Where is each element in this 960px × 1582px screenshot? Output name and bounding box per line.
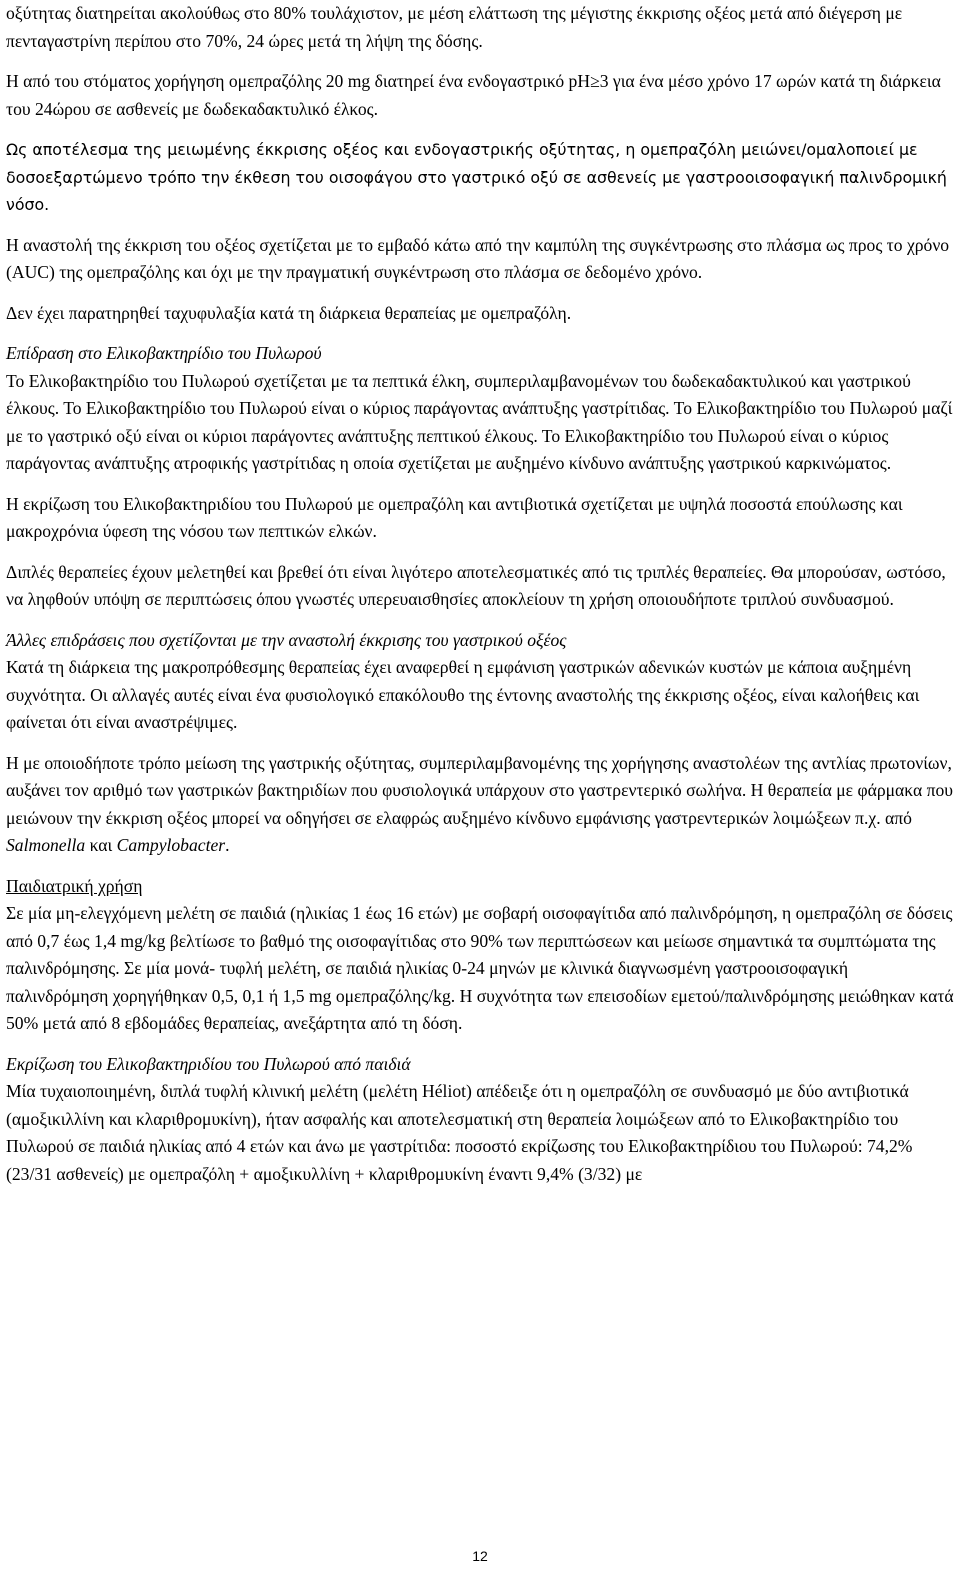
paragraph-helicobacter: Το Ελικοβακτηρίδιο του Πυλωρού σχετίζεται με τα πεπτικά έλκη, συμπεριλαμβανομένων του δωδεκαδακτυλικού και γαστρικού έλκους. Το Ελικοβακτηρίδιο του Πυλωρού είναι ο κύριος παράγοντας ανάπτυξης γαστρίτιδας. Το Ελικοβακτηρίδιο του Πυλωρού μαζί με το γαστρικό οξύ είναι οι κύριοι παράγοντες ανάπτυξης πεπτικού έλκους. Το Ελικοβακτηρίδιο του Πυλωρού είναι ο κύριος παράγοντας ανάπτυξης ατροφικής γαστρίτιδας η οποία σχετίζεται με αυξημένο κίνδυνο ανάπτυξης γαστρικού καρκινώματος. xyxy=(6,370,953,473)
section-heading-helicobacter: Επίδραση στο Ελικοβακτηρίδιο του Πυλωρού xyxy=(6,343,322,363)
section-other-effects xyxy=(6,627,954,737)
paragraph-gastric-bacteria-text: Η με οποιοδήποτε τρόπο μείωση της γαστρικής οξύτητας, συμπεριλαμβανομένης της χορήγησης αναστολέων της αντλίας πρωτονίων, αυξάνει τον αριθμό των γαστρικών βακτηριδίων που φυσιολογικά υπάρχουν στο γαστρεντερικό σωλήνα. Η θεραπεία με φάρμακα που μειώνουν την έκκριση οξέος μπορεί να οδηγήσει σε ελαφρώς αυξημένο κίνδυνο εμφάνισης γαστρεντερικών λοιμώξεων π.χ. από xyxy=(6,752,953,828)
campylobacter-term: Campylobacter xyxy=(116,835,226,855)
paragraph-dual-therapy: Διπλές θεραπείες έχουν μελετηθεί και βρεθεί ότι είναι λιγότερο αποτελεσματικές από τις τριπλές θεραπείες. Θα μπορούσαν, ωστόσο, να ληφθούν υπόψη σε περιπτώσεις όπου γνωστές υπερευαισθησίες αποκλείουν τη χρήση οποιουδήποτε τριπλού συνδυασμού. xyxy=(6,561,946,609)
salmonella-term: Salmonella xyxy=(6,835,86,855)
paragraph-gland-cysts: Κατά τη διάρκεια της μακροπρόθεσμης θεραπείας έχει αναφερθεί η εμφάνιση γαστρικών αδενικών κυστών με κάποια αυξημένη συχνότητα. Οι αλλαγές αυτές είναι ένα φυσιολογικό επακόλουθο της έντονης αναστολής της έκκρισης οξέος, είναι καλοήθεις και φαίνεται ότι είναι αναστρέψιμες. xyxy=(6,657,920,732)
paragraph-auc: Η αναστολή της έκκριση του οξέος σχετίζεται με το εμβαδό κάτω από την καμπύλη της συγκέντρωσης στο πλάσμα ως προς το χρόνο (AUC) της ομεπραζόλης και όχι με την πραγματική συγκέντρωση στο πλάσμα σε δεδομένο χρόνο. xyxy=(6,234,950,282)
paragraph-pediatric: Σε μία μη-ελεγχόμενη μελέτη σε παιδιά (ηλικίας 1 έως 16 ετών) με σοβαρή οισοφαγίτιδα από παλινδρόμηση, η ομεπραζόλη σε δόσεις από 0,7 έως 1,4 mg/kg βελτίωσε το βαθμό της οισοφαγίτιδας στο 90% των περιπτώσεων και μείωσε σημαντικά τα συμπτώματα της παλινδρόμησης. Σε μία μονά- τυφλή μελέτη, σε παιδιά ηλικίας 0-24 μηνών με κλινικά διαγνωσμένη γαστροοισοφαγική παλινδρόμηση χορηγήθηκαν 0,5, 0,1 ή 1,5 mg ομεπραζόλης/kg. Η συχνότητα των επεισοδίων εμετού/παλινδρόμησης μειώθηκαν κατά 50% μετά από 8 εβδομάδες θεραπείας, ανεξάρτητα από τη δόση. xyxy=(6,903,954,1033)
paragraph-eradication: Η εκρίζωση του Ελικοβακτηριδίου του Πυλωρού με ομεπραζόλη και αντιβιοτικά σχετίζεται με υψηλά ποσοστά επούλωσης και μακροχρόνια ύφεση της νόσου των πεπτικών ελκών. xyxy=(6,493,903,541)
paragraph-heliot-study: Μία τυχαιοποιημένη, διπλά τυφλή κλινική μελέτη (μελέτη Héliot) απέδειξε ότι η ομεπραζόλη σε συνδυασμό με δύο αντιβιοτικά (αμοξικιλλίνη και κλαριθρομυκίνη), ήταν ασφαλής και αποτελεσματική στη θεραπεία λοιμώξεων από το Ελικοβακτηρίδιο του Πυλωρού σε παιδιά ηλικίας από 4 ετών και άνω με γαστρίτιδα: ποσοστό εκρίζωσης του Ελικοβακτηρίδιου του Πυλωρού: 74,2% (23/31 ασθενείς) με ομεπραζόλη + αμοξικυλλίνη + κλαριθρομυκίνη έναντι 9,4% (3/32) με xyxy=(6,1081,913,1184)
page-number: 12 xyxy=(472,1548,488,1564)
section-pediatric-eradication xyxy=(6,1051,954,1189)
section-heading-pediatric: Παιδιατρική χρήση xyxy=(6,875,143,896)
document-page xyxy=(6,0,954,1201)
paragraph-esophageal-exposure: Ως αποτέλεσμα της μειωμένης έκκρισης οξέος και ενδογαστρικής οξύτητας, η ομεπραζόλη μειώνει/ομαλοποιεί με δοσοεξαρτώμενο τρόπο την έκθεση του οισοφάγου στο γαστρικό οξύ σε ασθενείς με γαστροοισοφαγική παλινδρομική νόσο. xyxy=(6,140,947,214)
section-heading-other-effects: Άλλες επιδράσεις που σχετίζονται με την αναστολή έκκρισης του γαστρικού οξέος xyxy=(6,629,567,650)
paragraph-acid-secretion: οξύτητας διατηρείται ακολούθως στο 80% τουλάχιστον, με μέση ελάττωση της μέγιστης έκκρισης οξέος μετά από διέγερση με πενταγαστρίνη περίπου στο 70%, 24 ώρες μετά τη λήψη της δόσης. xyxy=(6,3,903,51)
section-heading-pediatric-eradication: Εκρίζωση του Ελικοβακτηριδίου του Πυλωρού από παιδιά xyxy=(6,1053,411,1074)
paragraph-gastric-bacteria xyxy=(6,750,954,860)
paragraph-tachyphylaxis: Δεν έχει παρατηρηθεί ταχυφυλαξία κατά τη διάρκεια θεραπείας με ομεπραζόλη. xyxy=(6,302,572,323)
paragraph-intragastric-ph: Η από του στόματος χορήγηση ομεπραζόλης 20 mg διατηρεί ένα ενδογαστρικό pH≥3 για ένα μέσο χρόνο 17 ωρών κατά τη διάρκεια του 24ώρου σε ασθενείς με δωδεκαδακτυλικό έλκος. xyxy=(6,71,941,119)
section-helicobacter-effect xyxy=(6,340,954,478)
sentence-end: . xyxy=(225,835,230,855)
conjunction-and: και xyxy=(89,835,113,855)
section-pediatric-use xyxy=(6,873,954,1038)
